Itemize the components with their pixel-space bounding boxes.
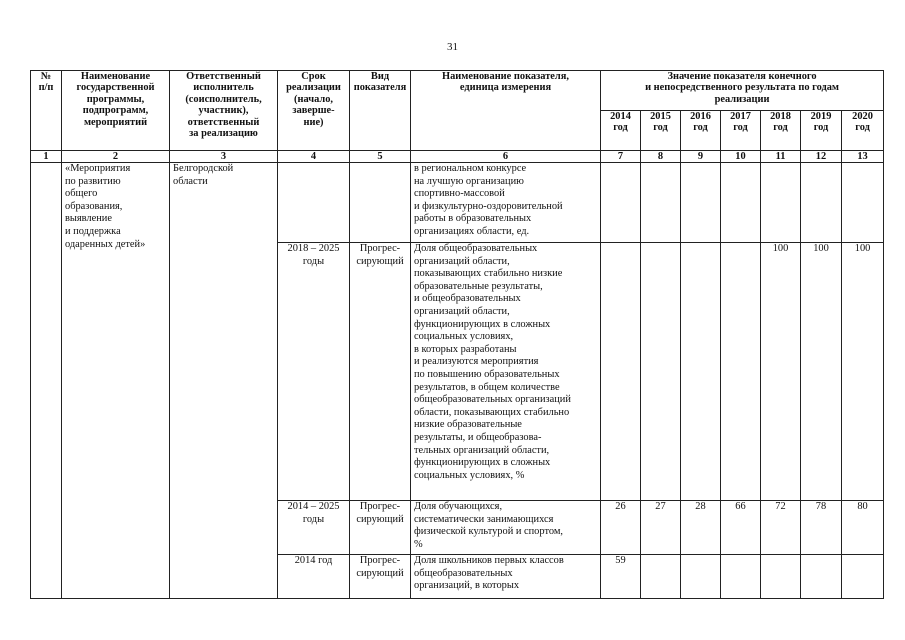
value-cell: 66 <box>721 501 761 555</box>
term-cell: 2014 год <box>278 555 350 599</box>
value-cell <box>842 555 884 599</box>
program-name: «Мероприятия по развитию общего образования, выявление и поддержка одаренных детей» <box>62 163 170 599</box>
kind-cell <box>350 163 411 243</box>
header-year: 2014 год <box>601 111 641 151</box>
column-number: 7 <box>601 151 641 163</box>
value-cell: 100 <box>801 243 842 501</box>
column-number: 9 <box>681 151 721 163</box>
header-year: 2020 год <box>842 111 884 151</box>
value-cell: 100 <box>842 243 884 501</box>
column-number: 11 <box>761 151 801 163</box>
value-cell <box>721 555 761 599</box>
value-cell <box>761 555 801 599</box>
value-cell <box>842 163 884 243</box>
indicator-cell: Доля обучающихся, систематически занимающихся физической культурой и спортом, % <box>411 501 601 555</box>
value-cell: 72 <box>761 501 801 555</box>
page-number: 31 <box>447 41 458 53</box>
executor-name: Белгородской области <box>170 163 278 599</box>
header-executor: Ответственный исполнитель (соисполнитель, участник), ответственный за реализацию <box>170 71 278 151</box>
term-cell: 2018 – 2025 годы <box>278 243 350 501</box>
value-cell: 26 <box>601 501 641 555</box>
header-year: 2019 год <box>801 111 842 151</box>
value-cell <box>681 555 721 599</box>
indicators-table <box>30 70 884 599</box>
value-cell: 78 <box>801 501 842 555</box>
header-year: 2018 год <box>761 111 801 151</box>
value-cell <box>801 555 842 599</box>
value-cell <box>761 163 801 243</box>
column-number: 6 <box>411 151 601 163</box>
header-values-group: Значение показателя конечного и непосредственного результата по годам реализации <box>601 71 884 111</box>
header-term: Срок реализации (начало, заверше- ние) <box>278 71 350 151</box>
value-cell: 80 <box>842 501 884 555</box>
term-cell <box>278 163 350 243</box>
value-cell <box>641 555 681 599</box>
table-row <box>31 163 884 243</box>
indicator-cell: в региональном конкурсе на лучшую организацию спортивно-массовой и физкультурно-оздоровительной работы в образовательных организациях области, ед. <box>411 163 601 243</box>
header-kind: Вид показателя <box>350 71 411 151</box>
indicator-cell: Доля общеобразовательных организаций области, показывающих стабильно низкие образовательные результаты, и общеобразовательных организаций области, функционирующих в сложных социальных условиях, в которых разработаны и реализуются мероприятия по повышению образовательных результатов, в общем количестве общеобразовательных организаций области, показывающих стабильно низкие образовательные результаты, и общеобразова- тельных организаций области, функционирующих в сложных социальных условиях, % <box>411 243 601 501</box>
column-number: 10 <box>721 151 761 163</box>
value-cell <box>641 163 681 243</box>
column-number: 8 <box>641 151 681 163</box>
column-number: 3 <box>170 151 278 163</box>
kind-cell: Прогрес- сирующий <box>350 501 411 555</box>
header-year: 2017 год <box>721 111 761 151</box>
column-number: 13 <box>842 151 884 163</box>
header-num: № п/п <box>31 71 62 151</box>
value-cell: 59 <box>601 555 641 599</box>
value-cell <box>801 163 842 243</box>
column-number: 4 <box>278 151 350 163</box>
value-cell <box>721 163 761 243</box>
column-number: 12 <box>801 151 842 163</box>
value-cell <box>601 243 641 501</box>
value-cell: 28 <box>681 501 721 555</box>
value-cell: 27 <box>641 501 681 555</box>
value-cell <box>601 163 641 243</box>
term-cell: 2014 – 2025 годы <box>278 501 350 555</box>
value-cell <box>721 243 761 501</box>
value-cell <box>641 243 681 501</box>
header-year: 2016 год <box>681 111 721 151</box>
header-indicator: Наименование показателя, единица измерения <box>411 71 601 151</box>
column-number: 1 <box>31 151 62 163</box>
header-year: 2015 год <box>641 111 681 151</box>
header-program: Наименование государственной программы, подпрограмм, мероприятий <box>62 71 170 151</box>
value-cell: 100 <box>761 243 801 501</box>
value-cell <box>681 243 721 501</box>
indicator-cell: Доля школьников первых классов общеобразовательных организаций, в которых <box>411 555 601 599</box>
value-cell <box>681 163 721 243</box>
column-number: 2 <box>62 151 170 163</box>
kind-cell: Прогрес- сирующий <box>350 243 411 501</box>
column-number: 5 <box>350 151 411 163</box>
kind-cell: Прогрес- сирующий <box>350 555 411 599</box>
